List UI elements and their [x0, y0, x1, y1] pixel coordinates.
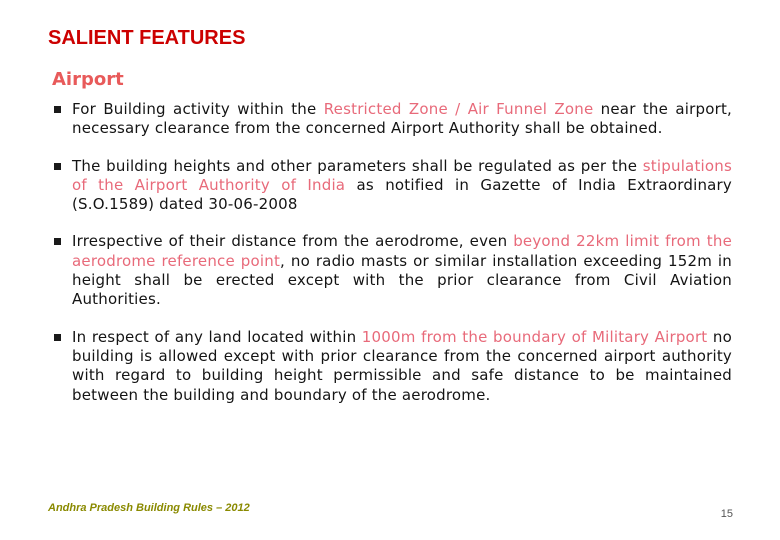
section-heading: Airport: [52, 69, 124, 90]
highlighted-text: 1000m from the boundary of Military Airport: [361, 327, 708, 346]
text-segment: near the airport, necessary clearance from the concerned Airport Authority shall be obtained.: [72, 100, 732, 138]
highlighted-text: Restricted Zone / Air Funnel Zone: [323, 100, 594, 118]
bullet-text: [72, 100, 732, 137]
bullet-text: [72, 157, 732, 214]
text-segment: The building heights and other parameters shall be regulated as per the: [72, 156, 643, 175]
highlighted-text: beyond 22km limit from the aerodrome reference point: [72, 232, 732, 270]
text-segment: as notified in Gazette of India Extraordinary (S.O.1589) dated 30-06-2008: [72, 175, 732, 214]
bullet-list: [52, 100, 732, 405]
bullet-text: [72, 328, 732, 404]
footer-text: Andhra Pradesh Building Rules – 2012: [48, 502, 250, 514]
square-bullet-icon: [54, 238, 61, 245]
text-segment: For Building activity within the: [72, 100, 324, 118]
highlighted-text: stipulations of the Airport Authority of India: [72, 156, 732, 194]
text-segment: In respect of any land located within: [72, 327, 362, 346]
square-bullet-icon: [54, 334, 61, 341]
slide-title: SALIENT FEATURES: [48, 27, 246, 49]
text-segment: Irrespective of their distance from the aerodrome, even: [72, 232, 514, 251]
text-segment: no building is allowed except with prior clearance from the concerned airport authority with regard to building height permissible and safe distance to be maintained between the building and boundary of the aerodrome.: [72, 327, 732, 404]
bullet-item: [52, 157, 732, 215]
square-bullet-icon: [54, 106, 61, 113]
text-segment: , no radio masts or similar installation exceeding 152m in height shall be erected except with the prior clearance from Civil Aviation Authorities.: [72, 251, 732, 309]
bullet-item: [52, 100, 732, 139]
bullet-item: [52, 328, 732, 405]
square-bullet-icon: [54, 163, 61, 170]
bullet-text: [72, 232, 732, 308]
bullet-item: [52, 232, 732, 309]
page-number: 15: [720, 508, 733, 520]
